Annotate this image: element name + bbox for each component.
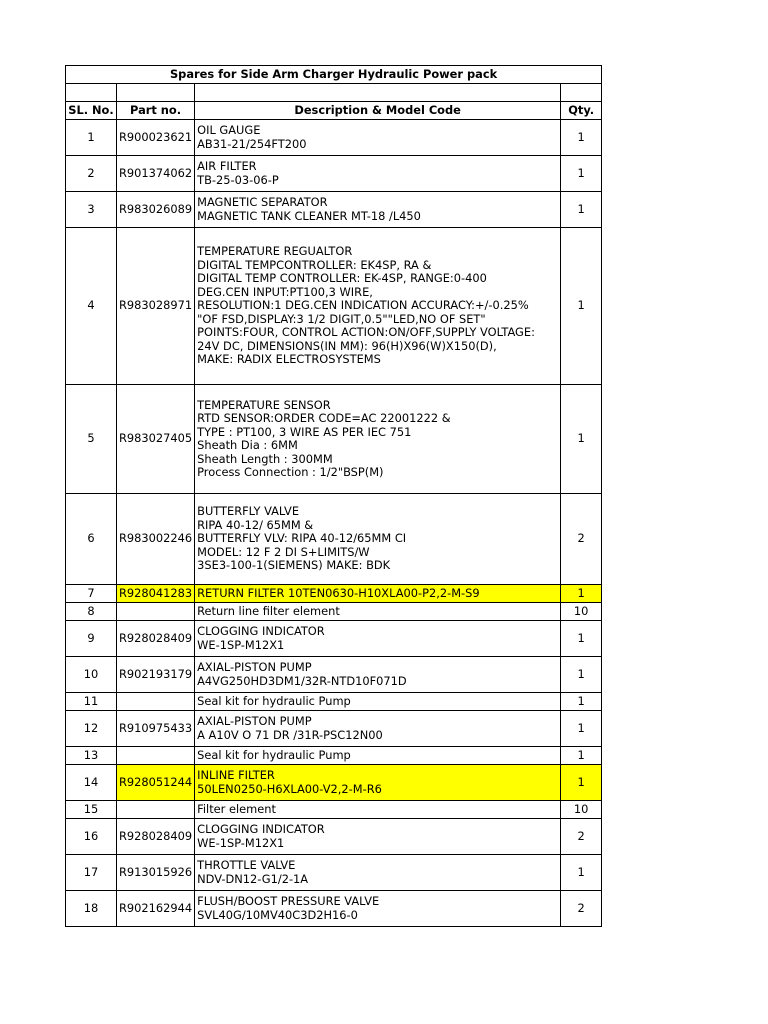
description-line: FLUSH/BOOST PRESSURE VALVE bbox=[197, 894, 380, 908]
description-cell bbox=[195, 891, 561, 927]
description-line: A4VG250HD3DM1/32R-NTD10F071D bbox=[197, 673, 407, 688]
description-cell bbox=[195, 156, 561, 192]
description-line: WE-1SP-M12X1 bbox=[197, 835, 285, 850]
part-no-cell: R928028409 bbox=[117, 621, 195, 657]
qty-cell: 1 bbox=[561, 585, 602, 603]
description-cell bbox=[195, 855, 561, 891]
table-row bbox=[66, 711, 602, 747]
description-line: RTD SENSOR:ORDER CODE=AC 22001222 & bbox=[197, 411, 451, 425]
sl-no-cell: 4 bbox=[66, 228, 117, 385]
description-line: Seal kit for hydraulic Pump bbox=[197, 747, 351, 762]
description-line: CLOGGING INDICATOR bbox=[197, 822, 325, 836]
description-line: "OF FSD,DISPLAY:3 1/2 DIGIT,0.5""LED,NO OF SET" bbox=[197, 311, 486, 326]
part-no-cell: R983027405 bbox=[117, 385, 195, 494]
sl-no-cell: 8 bbox=[66, 603, 117, 621]
part-no-cell: R900023621 bbox=[117, 120, 195, 156]
table-row bbox=[66, 657, 602, 693]
description-line: AB31-21/254FT200 bbox=[197, 136, 307, 151]
description-line: NDV-DN12-G1/2-1A bbox=[197, 871, 309, 886]
part-no-cell: R928028409 bbox=[117, 819, 195, 855]
sl-no-cell: 16 bbox=[66, 819, 117, 855]
table-row bbox=[66, 765, 602, 801]
blank-cell bbox=[66, 84, 117, 102]
qty-cell: 1 bbox=[561, 228, 602, 385]
description-line: CLOGGING INDICATOR bbox=[197, 624, 325, 638]
sl-no-cell: 6 bbox=[66, 494, 117, 585]
description-line: 50LEN0250-H6XLA00-V2,2-M-R6 bbox=[197, 781, 382, 796]
description-line: Sheath Dia : 6MM bbox=[197, 438, 298, 452]
header-description: Description & Model Code bbox=[195, 102, 561, 120]
part-no-cell: R983028971 bbox=[117, 228, 195, 385]
description-line: TB-25-03-06-P bbox=[197, 172, 279, 187]
table-row bbox=[66, 747, 602, 765]
qty-cell: 1 bbox=[561, 747, 602, 765]
table-row bbox=[66, 192, 602, 228]
description-cell bbox=[195, 747, 561, 765]
description-cell bbox=[195, 494, 561, 585]
sl-no-cell: 1 bbox=[66, 120, 117, 156]
description-line: 24V DC, DIMENSIONS(IN MM): 96(H)X96(W)X150(D), bbox=[197, 338, 497, 353]
table-row bbox=[66, 603, 602, 621]
table-row bbox=[66, 156, 602, 192]
part-no-cell bbox=[117, 693, 195, 711]
table-title: Spares for Side Arm Charger Hydraulic Power pack bbox=[66, 66, 602, 84]
qty-cell: 1 bbox=[561, 120, 602, 156]
part-no-cell: R902162944 bbox=[117, 891, 195, 927]
sl-no-cell: 12 bbox=[66, 711, 117, 747]
description-line: Sheath Length : 300MM bbox=[197, 451, 333, 466]
description-cell bbox=[195, 603, 561, 621]
qty-cell: 1 bbox=[561, 156, 602, 192]
description-line: BUTTERFLY VALVE bbox=[197, 504, 300, 519]
description-cell bbox=[195, 711, 561, 747]
header-row bbox=[66, 102, 602, 120]
description-line: AIR FILTER bbox=[197, 159, 257, 173]
part-no-cell: R913015926 bbox=[117, 855, 195, 891]
description-line: DIGITAL TEMP CONTROLLER: EK-4SP, RANGE:0-400 bbox=[197, 271, 487, 286]
description-line: RIPA 40-12/ 65MM & bbox=[197, 517, 314, 532]
sl-no-cell: 3 bbox=[66, 192, 117, 228]
spares-table bbox=[65, 65, 602, 927]
part-no-cell: R983002246 bbox=[117, 494, 195, 585]
qty-cell: 2 bbox=[561, 891, 602, 927]
description-cell bbox=[195, 621, 561, 657]
part-no-cell: R928041283 bbox=[117, 585, 195, 603]
qty-cell: 10 bbox=[561, 801, 602, 819]
description-line: POINTS:FOUR, CONTROL ACTION:ON/OFF,SUPPLY VOLTAGE: bbox=[197, 325, 535, 340]
qty-cell: 2 bbox=[561, 494, 602, 585]
sl-no-cell: 17 bbox=[66, 855, 117, 891]
description-cell bbox=[195, 657, 561, 693]
qty-cell: 1 bbox=[561, 621, 602, 657]
description-cell bbox=[195, 765, 561, 801]
description-line: TEMPERATURE REGUALTOR bbox=[197, 244, 353, 259]
description-line: DIGITAL TEMPCONTROLLER: EK4SP, RA & bbox=[197, 257, 432, 272]
header-part-no: Part no. bbox=[117, 102, 195, 120]
title-row bbox=[66, 66, 602, 84]
part-no-cell: R902193179 bbox=[117, 657, 195, 693]
table-row bbox=[66, 621, 602, 657]
description-line: TEMPERATURE SENSOR bbox=[197, 397, 331, 412]
sl-no-cell: 18 bbox=[66, 891, 117, 927]
description-line: Return line filter element bbox=[197, 603, 340, 618]
qty-cell: 1 bbox=[561, 693, 602, 711]
sl-no-cell: 7 bbox=[66, 585, 117, 603]
table-row bbox=[66, 891, 602, 927]
table-row bbox=[66, 228, 602, 385]
description-line: Process Connection : 1/2"BSP(M) bbox=[197, 465, 384, 479]
part-no-cell: R928051244 bbox=[117, 765, 195, 801]
description-cell bbox=[195, 192, 561, 228]
description-line: Filter element bbox=[197, 801, 276, 816]
sl-no-cell: 11 bbox=[66, 693, 117, 711]
header-sl-no: SL. No. bbox=[66, 102, 117, 120]
table-row bbox=[66, 801, 602, 819]
part-no-cell bbox=[117, 747, 195, 765]
sl-no-cell: 5 bbox=[66, 385, 117, 494]
table-row bbox=[66, 819, 602, 855]
description-line: THROTTLE VALVE bbox=[197, 858, 296, 872]
description-cell bbox=[195, 228, 561, 385]
description-line: WE-1SP-M12X1 bbox=[197, 637, 285, 652]
description-line: BUTTERFLY VLV: RIPA 40-12/65MM CI bbox=[197, 531, 407, 546]
description-cell bbox=[195, 819, 561, 855]
description-line: MAKE: RADIX ELECTROSYSTEMS bbox=[197, 352, 381, 367]
qty-cell: 1 bbox=[561, 855, 602, 891]
spacer-row bbox=[66, 84, 602, 102]
description-line: Seal kit for hydraulic Pump bbox=[197, 693, 351, 708]
description-line: MODEL: 12 F 2 DI S+LIMITS/W bbox=[197, 544, 370, 559]
description-line: 3SE3-100-1(SIEMENS) MAKE: BDK bbox=[197, 558, 391, 573]
sl-no-cell: 2 bbox=[66, 156, 117, 192]
description-line: A A10V O 71 DR /31R-PSC12N00 bbox=[197, 727, 383, 742]
table-row bbox=[66, 585, 602, 603]
description-line: DEG.CEN INPUT:PT100,3 WIRE, bbox=[197, 284, 373, 299]
table-row bbox=[66, 693, 602, 711]
description-line: TYPE : PT100, 3 WIRE AS PER IEC 751 bbox=[197, 424, 412, 439]
description-line: SVL40G/10MV40C3D2H16-0 bbox=[197, 907, 358, 922]
qty-cell: 2 bbox=[561, 819, 602, 855]
description-line: RETURN FILTER 10TEN0630-H10XLA00-P2,2-M-S9 bbox=[197, 585, 480, 600]
qty-cell: 1 bbox=[561, 765, 602, 801]
blank-cell bbox=[117, 84, 195, 102]
description-line: AXIAL-PISTON PUMP bbox=[197, 660, 312, 674]
part-no-cell: R901374062 bbox=[117, 156, 195, 192]
description-cell bbox=[195, 693, 561, 711]
part-no-cell bbox=[117, 603, 195, 621]
description-cell bbox=[195, 385, 561, 494]
description-line: RESOLUTION:1 DEG.CEN INDICATION ACCURACY:+/-0.25% bbox=[197, 298, 529, 313]
table-row bbox=[66, 385, 602, 494]
sl-no-cell: 10 bbox=[66, 657, 117, 693]
description-cell bbox=[195, 585, 561, 603]
qty-cell: 1 bbox=[561, 385, 602, 494]
description-cell bbox=[195, 120, 561, 156]
part-no-cell bbox=[117, 801, 195, 819]
description-line: MAGNETIC TANK CLEANER MT-18 /L450 bbox=[197, 208, 421, 223]
description-line: MAGNETIC SEPARATOR bbox=[197, 195, 328, 209]
qty-cell: 10 bbox=[561, 603, 602, 621]
table-row bbox=[66, 120, 602, 156]
part-no-cell: R983026089 bbox=[117, 192, 195, 228]
sl-no-cell: 14 bbox=[66, 765, 117, 801]
sl-no-cell: 13 bbox=[66, 747, 117, 765]
table-row bbox=[66, 494, 602, 585]
description-line: OIL GAUGE bbox=[197, 123, 261, 137]
description-line: INLINE FILTER bbox=[197, 768, 275, 782]
description-line: AXIAL-PISTON PUMP bbox=[197, 714, 312, 728]
part-no-cell: R910975433 bbox=[117, 711, 195, 747]
table-row bbox=[66, 855, 602, 891]
sl-no-cell: 15 bbox=[66, 801, 117, 819]
qty-cell: 1 bbox=[561, 192, 602, 228]
description-cell bbox=[195, 801, 561, 819]
qty-cell: 1 bbox=[561, 711, 602, 747]
header-qty: Qty. bbox=[561, 102, 602, 120]
qty-cell: 1 bbox=[561, 657, 602, 693]
blank-cell bbox=[561, 84, 602, 102]
sl-no-cell: 9 bbox=[66, 621, 117, 657]
blank-cell bbox=[195, 84, 561, 102]
